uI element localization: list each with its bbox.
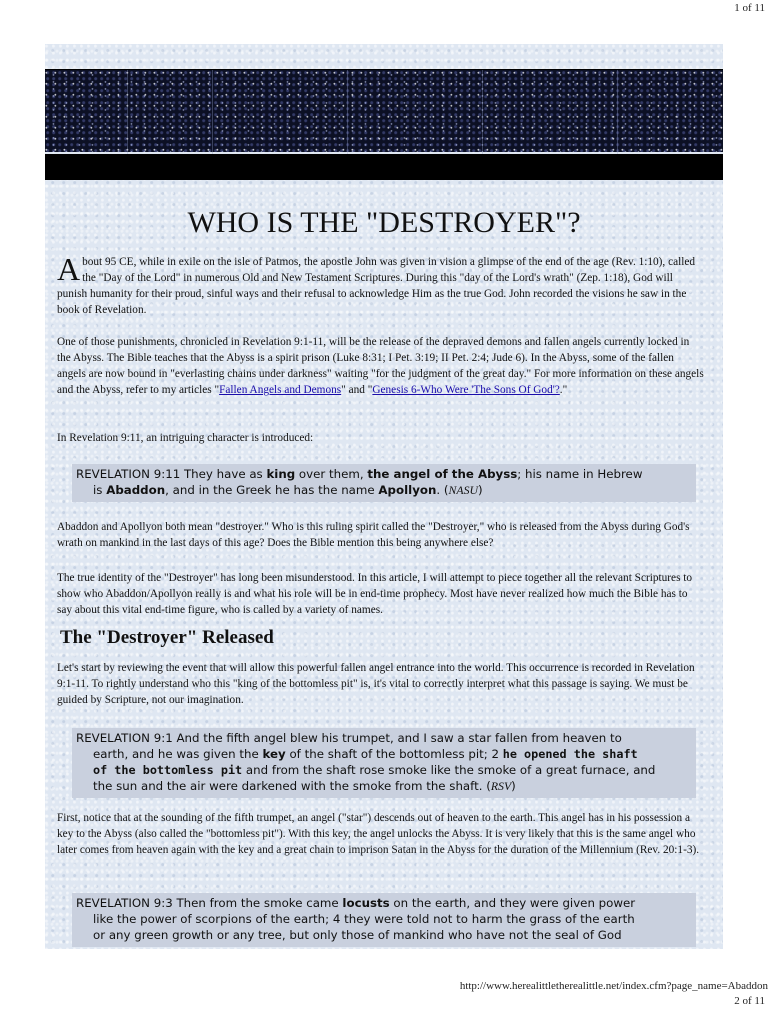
quote-line xyxy=(76,466,692,482)
quote-text: over them, xyxy=(295,467,368,481)
intro-text: bout 95 CE, while in exile on the isle of Patmos, the apostle John was given in vision a glimpse of the end of the age (Rev. 1:10), called the "Day of the Lord" in numerous Old and New Testament Scriptures. During this "day of the Lord's wrath" (Zep. 1:18), God will punish humanity for their proud, sinful ways and their refusal to acknowledge Him as the true God. John recorded the visions he saw in the book of Revelation. xyxy=(57,256,696,316)
quote-text: on the earth, and they were given power xyxy=(389,896,636,910)
quote-text: . ( xyxy=(436,483,449,497)
page-number-top: 1 of 11 xyxy=(734,2,765,14)
quote-text: the sun and the air were darkened with the smoke from the shaft. ( xyxy=(93,779,491,793)
quote-line xyxy=(76,762,692,778)
quote-text: earth, and he was given the xyxy=(93,747,263,761)
quote-line: REVELATION 9:1 And the fifth angel blew his trumpet, and I saw a star fallen from heaven to xyxy=(76,731,622,745)
quote-bold: key xyxy=(262,747,286,761)
quote-text: is xyxy=(93,483,107,497)
link-fallen-angels[interactable]: Fallen Angels and Demons xyxy=(219,384,342,396)
section-heading: The "Destroyer" Released xyxy=(60,627,274,648)
source-url: http://www.herealittletherealittle.net/index.cfm?page_name=Abaddon xyxy=(459,980,768,992)
quote-text: REVELATION 9:11 They have as xyxy=(76,467,267,481)
bible-version: RSV xyxy=(490,779,512,793)
paragraph-destroyer-meaning: Abaddon and Apollyon both mean "destroyer." Who is this ruling spirit called the "Destroyer," who is released from the Abyss during God's wrath on mankind in the last days of this age? Does the Bible mention this being anywhere else? xyxy=(57,521,690,549)
quote-text: ) xyxy=(511,779,516,793)
paragraph-true-identity: The true identity of the "Destroyer" has long been misunderstood. In this article, I will attempt to piece together all the relevant Scriptures to show who Abaddon/Apollyon really is and what his role will be in end-time prophecy. Most have never realized how much the Bible has to say about this vital end-time figure, who is called by a variety of names. xyxy=(57,572,693,616)
quote-bold: Abaddon xyxy=(106,483,166,497)
quote-line: or any green growth or any tree, but only those of mankind who have not the seal of God xyxy=(93,928,622,942)
drop-cap: A xyxy=(57,251,81,287)
paragraph-abyss xyxy=(57,334,705,398)
quote-text: and from the shaft rose smoke like the smoke of a great furnace, and xyxy=(242,763,656,777)
quote-text: ) xyxy=(478,483,483,497)
article-title: WHO IS THE "DESTROYER"? xyxy=(187,206,581,239)
scripture-quote-rev-9-1 xyxy=(72,728,696,798)
quote-line xyxy=(76,895,692,911)
page-number-bottom: 2 of 11 xyxy=(734,995,765,1007)
quote-line xyxy=(76,778,692,794)
quote-bold: Apollyon xyxy=(378,483,437,497)
paragraph-fifth-trumpet: First, notice that at the sounding of the fifth trumpet, an angel ("star") descends out of heaven to the earth. This angel has in his possession a key to the Abyss (also called the "bottomless pit"). With this key, the angel unlocks the Abyss. It is very likely that this is the same angel who later comes from heaven again with the key and a great chain to imprison Satan in the Abyss for the duration of the Millennium (Rev. 20:1-3). xyxy=(57,812,700,856)
quote-line xyxy=(76,482,692,498)
para2-end: ." xyxy=(559,384,568,396)
quote-text: of the shaft of the bottomless pit; 2 xyxy=(285,747,503,761)
quote-line xyxy=(76,746,692,762)
para2-mid: " and " xyxy=(341,384,373,396)
intro-paragraph xyxy=(57,251,705,318)
quote-bold: king xyxy=(266,467,296,481)
quote-text: , and in the Greek he has the name xyxy=(165,483,379,497)
quote-text: ; his name in Hebrew xyxy=(517,467,643,481)
quote-line: like the power of scorpions of the earth; 4 they were told not to harm the grass of the earth xyxy=(93,912,635,926)
bible-version: NASU xyxy=(448,483,478,497)
quote-bold: of the bottomless pit xyxy=(93,763,243,777)
paragraph-intro-character: In Revelation 9:11, an intriguing character is introduced: xyxy=(57,432,314,444)
scripture-quote-rev-9-11 xyxy=(72,464,696,502)
scripture-quote-rev-9-3 xyxy=(72,893,696,947)
para2-text: One of those punishments, chronicled in Revelation 9:1-11, will be the release of the depraved demons and fallen angels currently locked in the Abyss. The Bible teaches that the Abyss is a spirit prison (Luke 8:31; I Pet. 3:19; II Pet. 2:4; Jude 6). In the Abyss, some of the fallen angels are now bound in "everlasting chains under darkness" waiting "for the judgment of the great day." For more information on these angels and the Abyss, refer to my articles " xyxy=(57,336,704,396)
quote-text: REVELATION 9:3 Then from the smoke came xyxy=(76,896,343,910)
paragraph-event-review: Let's start by reviewing the event that will allow this powerful fallen angel entrance into the world. This occurrence is recorded in Revelation 9:1-11. To rightly understand who this "king of the bottomless pit" is, it's vital to correctly interpret what this passage is saying. We must be guided by Scripture, not our imagination. xyxy=(57,662,695,706)
quote-bold: the angel of the Abyss xyxy=(367,467,518,481)
document-page xyxy=(45,44,723,949)
link-genesis-6[interactable]: Genesis 6-Who Were 'The Sons Of God'? xyxy=(372,384,560,396)
quote-bold: locusts xyxy=(342,896,390,910)
banner-black-bar xyxy=(45,154,723,180)
quote-bold: he opened the shaft xyxy=(502,747,638,761)
starfield-banner xyxy=(45,70,723,152)
